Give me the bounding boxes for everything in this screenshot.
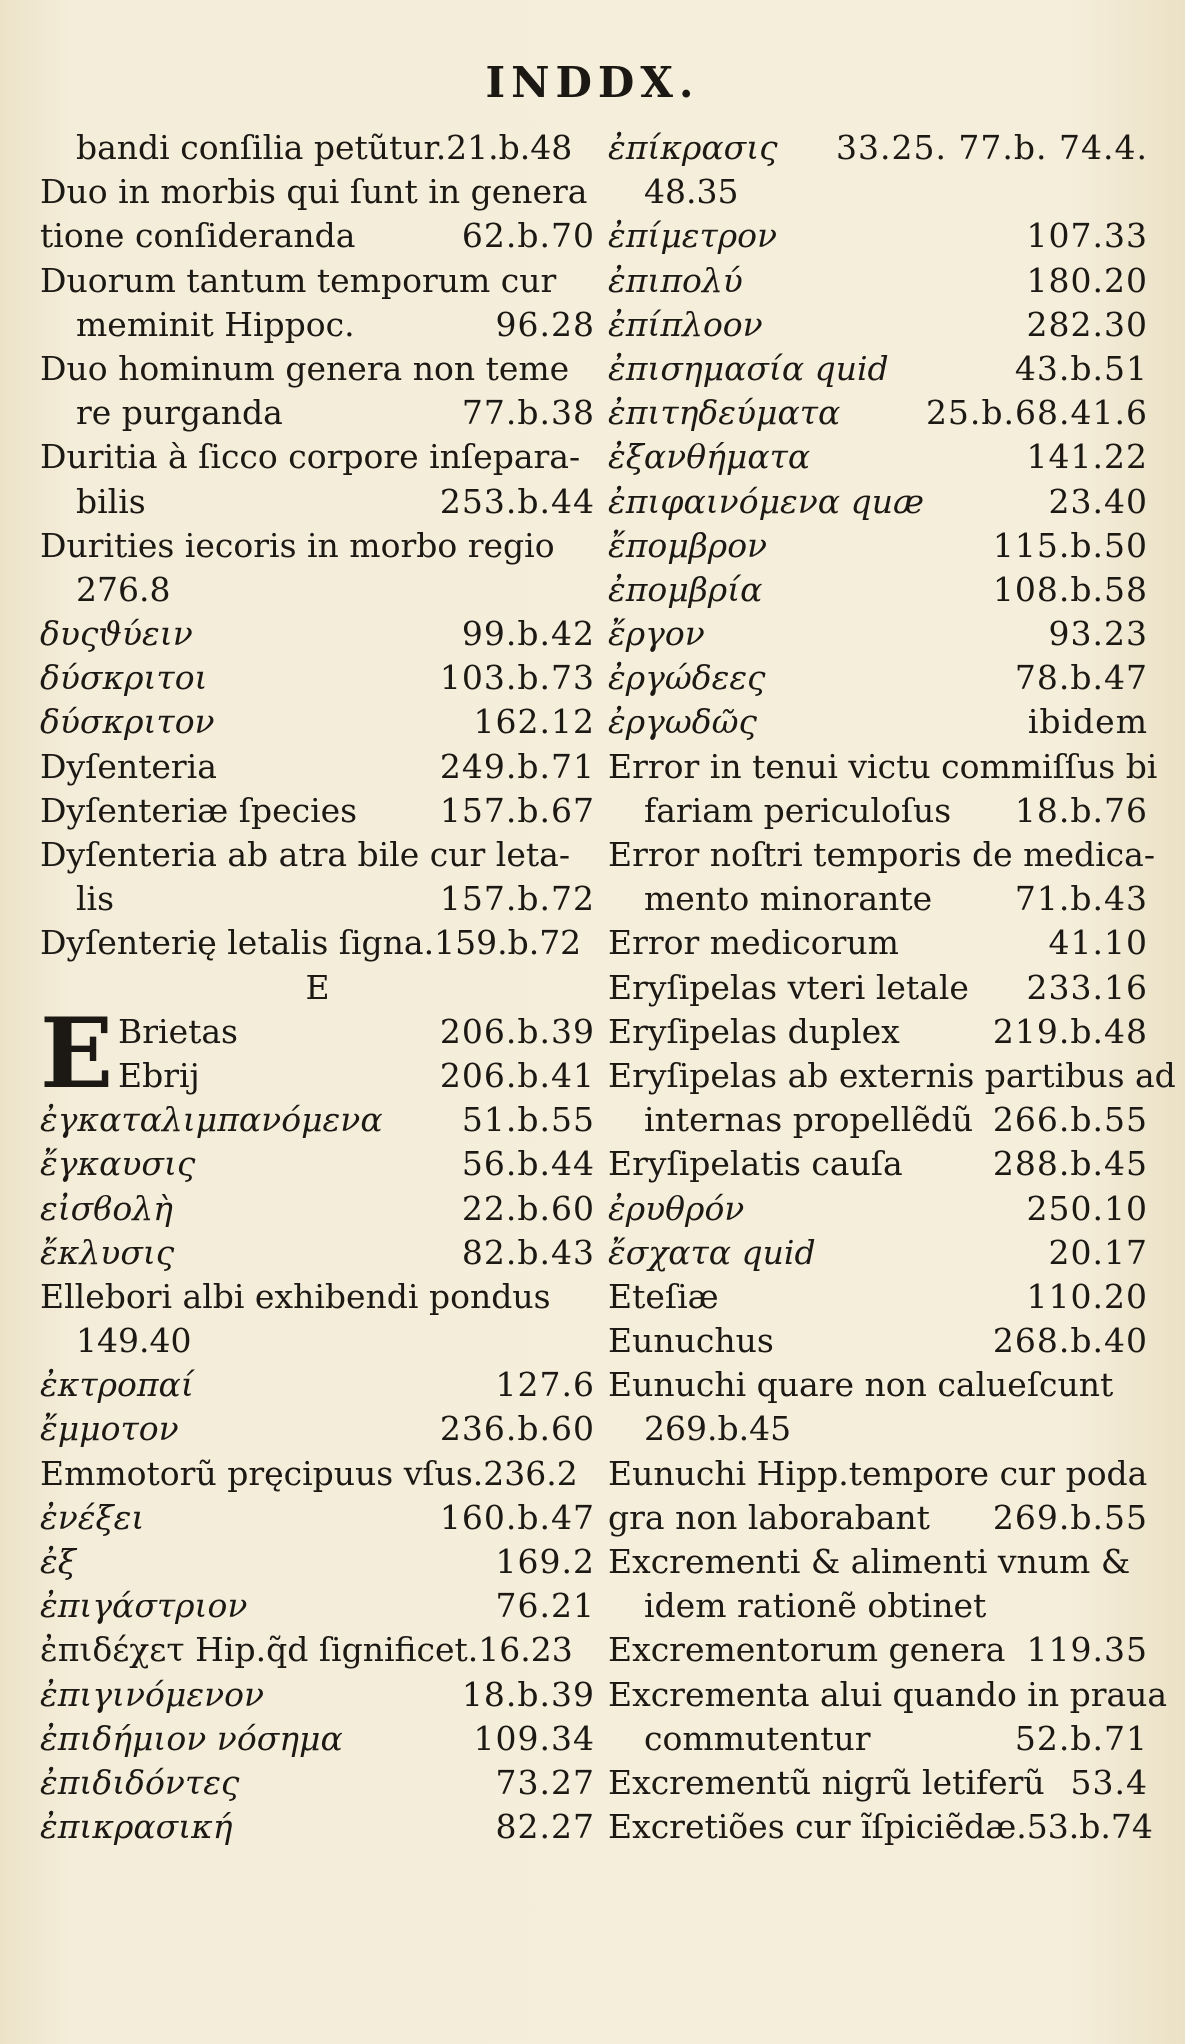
entry-text: meminit Hippoc. bbox=[76, 304, 355, 344]
dropcap-e: E bbox=[40, 996, 114, 1110]
entry-number: 53.4 bbox=[1070, 1762, 1148, 1802]
entry-text: Dyſenterię letalis ſigna.159.b.72 bbox=[40, 923, 582, 963]
index-entry bbox=[40, 745, 595, 789]
entry-number: 250.10 bbox=[1026, 1188, 1148, 1228]
entry-text: Ellebori albi exhibendi pondus bbox=[40, 1276, 551, 1316]
entry-text: Duorum tantum temporum cur bbox=[40, 260, 557, 300]
entry-text: idem rationẽ obtinet bbox=[644, 1586, 987, 1626]
entry-text: mento minorante bbox=[644, 879, 933, 919]
index-entry bbox=[608, 966, 1148, 1010]
left-column bbox=[40, 126, 595, 1849]
entry-number: 108.b.58 bbox=[992, 569, 1148, 609]
entry-text: ἐξ bbox=[40, 1542, 76, 1582]
entry-text: ἐπικρασική bbox=[40, 1807, 233, 1847]
index-entry bbox=[118, 1054, 595, 1098]
entry-number: 160.b.47 bbox=[439, 1497, 595, 1537]
index-entry bbox=[40, 1452, 595, 1496]
entry-number: 109.34 bbox=[473, 1718, 595, 1758]
index-entry bbox=[40, 1407, 595, 1451]
entry-number: 253.b.44 bbox=[439, 481, 595, 521]
entry-text: ἐξανθήματα bbox=[608, 437, 811, 477]
entry-number: 41.10 bbox=[1048, 923, 1148, 963]
entry-text: re purganda bbox=[76, 393, 283, 433]
index-entry bbox=[608, 214, 1148, 258]
index-entry bbox=[608, 1319, 1148, 1363]
index-entry bbox=[40, 170, 595, 214]
entry-text: bilis bbox=[76, 481, 146, 521]
entry-text: 48.35 bbox=[644, 172, 739, 212]
entry-text: Excrementũ nigrũ letiferũ bbox=[608, 1762, 1045, 1802]
entry-text: fariam periculoſus bbox=[644, 790, 952, 830]
entry-number: 51.b.55 bbox=[461, 1100, 595, 1140]
entry-text: Durities iecoris in morbo regio bbox=[40, 525, 555, 565]
entry-text: ἐπισημασία quid bbox=[608, 348, 889, 388]
index-entry bbox=[40, 214, 595, 258]
entry-text: internas propellẽdũ bbox=[644, 1100, 974, 1140]
left-entries-e bbox=[40, 1098, 595, 1849]
entry-text: Brietas bbox=[118, 1011, 238, 1051]
entry-text: Eryſipelas duplex bbox=[608, 1011, 900, 1051]
index-entry bbox=[40, 303, 595, 347]
index-entry bbox=[40, 391, 595, 435]
index-entry bbox=[40, 435, 595, 479]
entry-number: 56.b.44 bbox=[461, 1144, 595, 1184]
entry-number: 169.2 bbox=[495, 1542, 595, 1582]
entry-text: 269.b.45 bbox=[644, 1409, 792, 1449]
entry-number: 71.b.43 bbox=[1014, 879, 1148, 919]
entry-text: ἔσχατα quid bbox=[608, 1232, 816, 1272]
index-entry bbox=[40, 1628, 595, 1672]
entry-text: Eunuchus bbox=[608, 1321, 774, 1361]
entry-text: Duo in morbis qui ſunt in genera bbox=[40, 172, 588, 212]
index-entry bbox=[118, 1010, 595, 1054]
entry-number: 107.33 bbox=[1026, 216, 1148, 256]
entry-number: 288.b.45 bbox=[992, 1144, 1148, 1184]
index-entry bbox=[608, 921, 1148, 965]
entry-text: ἔκλυσις bbox=[40, 1232, 175, 1272]
entry-text: ἔμμοτον bbox=[40, 1409, 179, 1449]
index-entry bbox=[608, 1805, 1153, 1849]
index-entry bbox=[608, 1761, 1148, 1805]
index-entry bbox=[40, 921, 595, 965]
entry-number: 266.b.55 bbox=[992, 1100, 1148, 1140]
index-entry bbox=[40, 259, 595, 303]
index-entry bbox=[40, 568, 595, 612]
index-entry bbox=[608, 170, 1148, 214]
entry-text: ἐπιδιδόντες bbox=[40, 1762, 240, 1802]
entry-text: Excrementa alui quando in praua bbox=[608, 1674, 1168, 1714]
index-entry bbox=[40, 1496, 595, 1540]
section-letter bbox=[40, 966, 595, 1010]
index-entry bbox=[608, 391, 1148, 435]
entry-text: Eryſipelatis cauſa bbox=[608, 1144, 903, 1184]
index-entry bbox=[40, 877, 595, 921]
index-entry bbox=[40, 1584, 595, 1628]
entry-number: 99.b.42 bbox=[461, 614, 595, 654]
entry-number: 157.b.72 bbox=[439, 879, 595, 919]
entry-text: Eryſipelas vteri letale bbox=[608, 967, 969, 1007]
index-entry bbox=[608, 1010, 1148, 1054]
left-entries-d bbox=[40, 126, 595, 966]
entry-number: 269.b.55 bbox=[992, 1497, 1148, 1537]
index-entry bbox=[608, 435, 1148, 479]
entry-number: 206.b.39 bbox=[439, 1011, 595, 1051]
entry-text: Dyſenteriæ ſpecies bbox=[40, 790, 358, 830]
entry-number: 77.b.38 bbox=[461, 393, 595, 433]
entry-text: ἐγκαταλιμπανόμενα bbox=[40, 1100, 383, 1140]
entry-text: tione conſideranda bbox=[40, 216, 356, 256]
entry-text: Excretiões cur ĩſpiciẽdæ.53.b.74 bbox=[608, 1807, 1153, 1847]
index-entry bbox=[40, 833, 595, 877]
index-entry bbox=[608, 789, 1148, 833]
index-entry bbox=[608, 700, 1148, 744]
entry-text: ἐπίκρασις bbox=[608, 128, 778, 167]
entry-number: 141.22 bbox=[1026, 437, 1148, 477]
index-entry bbox=[608, 1717, 1148, 1761]
entry-number: 18.b.39 bbox=[461, 1674, 595, 1714]
entry-text: Eunuchi Hipp.tempore cur poda bbox=[608, 1453, 1148, 1493]
entry-number: 20.17 bbox=[1048, 1232, 1148, 1272]
entry-number: 119.35 bbox=[1026, 1630, 1148, 1670]
initial-block bbox=[40, 996, 595, 1110]
entry-text: Error medicorum bbox=[608, 923, 899, 963]
entry-text: Error noſtri temporis de medica- bbox=[608, 835, 1155, 874]
entry-text: ἐργώδεες bbox=[608, 658, 766, 698]
entry-number: 219.b.48 bbox=[992, 1011, 1148, 1051]
entry-text: Emmotorũ pręcipuus vſus.236.2 bbox=[40, 1453, 578, 1493]
entry-number: 127.6 bbox=[495, 1365, 595, 1405]
entry-text: ἐπιτηδεύματα bbox=[608, 393, 841, 433]
entry-text: Dyſenteria bbox=[40, 746, 217, 786]
index-entry bbox=[608, 1275, 1148, 1319]
entry-number: 82.b.43 bbox=[461, 1232, 595, 1272]
index-entry bbox=[40, 1319, 595, 1363]
index-entry bbox=[40, 1673, 595, 1717]
index-entry bbox=[608, 1098, 1148, 1142]
entry-text: Error in tenui victu commiſſus bi bbox=[608, 746, 1158, 786]
entry-text: Duo hominum genera non teme bbox=[40, 348, 570, 388]
entry-number: 76.21 bbox=[495, 1586, 595, 1626]
entry-number: 96.28 bbox=[495, 304, 595, 344]
entry-text: δυςϑύειν bbox=[40, 614, 193, 654]
entry-number: 82.27 bbox=[495, 1807, 595, 1847]
entry-text: δύσκριτοι bbox=[40, 658, 208, 698]
entry-text: bandi conſilia petũtur.21.b.48 bbox=[76, 128, 573, 167]
entry-text: Excrementorum genera bbox=[608, 1630, 1006, 1670]
index-entry bbox=[608, 303, 1148, 347]
entry-number: 52.b.71 bbox=[1014, 1718, 1148, 1758]
entry-text: ἐπίμετρον bbox=[608, 216, 778, 256]
entry-text: Eteſiæ bbox=[608, 1276, 719, 1316]
index-entry bbox=[40, 612, 595, 656]
entry-text: 149.40 bbox=[76, 1321, 192, 1361]
entry-text: ἔπομβρον bbox=[608, 525, 768, 565]
entry-number: 62.b.70 bbox=[461, 216, 595, 256]
entry-number: 233.16 bbox=[1026, 967, 1148, 1007]
entry-text: ἔργον bbox=[608, 614, 705, 654]
index-entry bbox=[608, 656, 1148, 700]
entry-text: ἐπιδήμιον νόσημα bbox=[40, 1718, 343, 1758]
entry-text: gra non laborabant bbox=[608, 1497, 930, 1537]
index-entry bbox=[608, 877, 1148, 921]
entry-text: ἔγκαυσις bbox=[40, 1144, 196, 1184]
entry-text: ἐπιπολύ bbox=[608, 260, 743, 300]
entry-number: 33.25. 77.b. 74.4. bbox=[835, 128, 1148, 167]
entry-text: Excrementi & alimenti vnum & bbox=[608, 1542, 1131, 1581]
index-entry bbox=[40, 524, 595, 568]
index-entry bbox=[40, 1540, 595, 1584]
index-entry bbox=[608, 480, 1148, 524]
index-entry bbox=[608, 126, 1148, 170]
index-entry bbox=[608, 1584, 1148, 1628]
entry-text: δύσκριτον bbox=[40, 702, 215, 742]
index-entry bbox=[40, 1761, 595, 1805]
index-entry bbox=[608, 1496, 1148, 1540]
entry-text: ἐπιδέχετ Hip.q̃d ſignificet.16.23 bbox=[40, 1630, 573, 1670]
entry-number: 157.b.67 bbox=[439, 790, 595, 830]
entry-text: ἐπιγινόμενον bbox=[40, 1674, 265, 1714]
entry-number: 162.12 bbox=[473, 702, 595, 742]
entry-number: 110.20 bbox=[1026, 1276, 1148, 1316]
section-letter-text: E bbox=[305, 967, 330, 1007]
entry-number: 206.b.41 bbox=[439, 1055, 595, 1095]
entry-text: ἐκτροπαί bbox=[40, 1365, 194, 1405]
right-column bbox=[608, 126, 1176, 1849]
entry-text: lis bbox=[76, 879, 115, 919]
index-entry bbox=[608, 568, 1148, 612]
index-entry bbox=[608, 1187, 1148, 1231]
entry-number: 43.b.51 bbox=[1014, 348, 1148, 388]
entry-text: 276.8 bbox=[76, 569, 171, 609]
index-entry bbox=[40, 1142, 595, 1186]
entry-text: ἐνέξει bbox=[40, 1497, 145, 1537]
index-entry bbox=[608, 833, 1155, 877]
entry-number: 73.27 bbox=[495, 1762, 595, 1802]
entry-text: ἐργωδῶς bbox=[608, 702, 757, 742]
index-entry bbox=[40, 700, 595, 744]
entry-number: 249.b.71 bbox=[439, 746, 595, 786]
index-entry bbox=[608, 1628, 1148, 1672]
index-entry bbox=[608, 347, 1148, 391]
entry-number: 236.b.60 bbox=[439, 1409, 595, 1449]
index-entry bbox=[608, 612, 1148, 656]
index-entry bbox=[608, 1231, 1148, 1275]
entry-text: ἐρυθρόν bbox=[608, 1188, 745, 1228]
index-entry bbox=[608, 1407, 1148, 1451]
index-entry bbox=[40, 480, 595, 524]
index-entry bbox=[40, 656, 595, 700]
index-entry bbox=[608, 1142, 1148, 1186]
entry-text: Eryſipelas ab externis partibus ad bbox=[608, 1055, 1176, 1095]
index-entry bbox=[40, 1363, 595, 1407]
entry-number: 282.30 bbox=[1026, 304, 1148, 344]
index-entry bbox=[608, 745, 1158, 789]
entry-number: 268.b.40 bbox=[992, 1321, 1148, 1361]
index-entry bbox=[608, 1363, 1148, 1407]
entry-number: 22.b.60 bbox=[461, 1188, 595, 1228]
index-entry bbox=[40, 1098, 595, 1142]
entry-text: ἐπιγάστριον bbox=[40, 1586, 248, 1626]
entry-text: ἐπίπλοον bbox=[608, 304, 763, 344]
index-entry bbox=[608, 1673, 1168, 1717]
entry-number: 93.23 bbox=[1048, 614, 1148, 654]
entry-text: Ebrij bbox=[118, 1055, 200, 1095]
entry-text: Duritia à ſicco corpore inſepara- bbox=[40, 437, 581, 477]
right-entries bbox=[608, 126, 1176, 1849]
entry-number: 115.b.50 bbox=[992, 525, 1148, 565]
entry-text: ἐπιφαινόμενα quæ bbox=[608, 481, 924, 521]
entry-number: 103.b.73 bbox=[439, 658, 595, 698]
entry-text: Dyſenteria ab atra bile cur leta- bbox=[40, 835, 570, 874]
entry-number: 23.40 bbox=[1048, 481, 1148, 521]
index-entry bbox=[40, 1717, 595, 1761]
index-entry bbox=[40, 1231, 595, 1275]
entry-number: ibidem bbox=[1027, 702, 1148, 742]
index-entry bbox=[608, 524, 1148, 568]
entry-number: 18.b.76 bbox=[1014, 790, 1148, 830]
index-entry bbox=[40, 1187, 595, 1231]
index-entry bbox=[40, 789, 595, 833]
index-entry bbox=[40, 1275, 595, 1319]
index-entry bbox=[608, 1540, 1148, 1584]
entry-number: 78.b.47 bbox=[1014, 658, 1148, 698]
index-entry bbox=[608, 1054, 1176, 1098]
index-entry bbox=[608, 259, 1148, 303]
entry-text: commutentur bbox=[644, 1718, 871, 1758]
index-entry bbox=[40, 1805, 595, 1849]
entry-text: Eunuchi quare non calueſcunt bbox=[608, 1365, 1114, 1405]
index-entry bbox=[608, 1452, 1148, 1496]
entry-number: 25.b.68.41.6 bbox=[925, 393, 1148, 433]
entry-text: εἰσϐολὴ bbox=[40, 1188, 173, 1228]
page-header: INDDX. bbox=[485, 58, 700, 107]
index-entry bbox=[40, 126, 595, 170]
entry-number: 180.20 bbox=[1026, 260, 1148, 300]
entry-text: ἐπομβρία bbox=[608, 569, 763, 609]
index-entry bbox=[40, 347, 595, 391]
